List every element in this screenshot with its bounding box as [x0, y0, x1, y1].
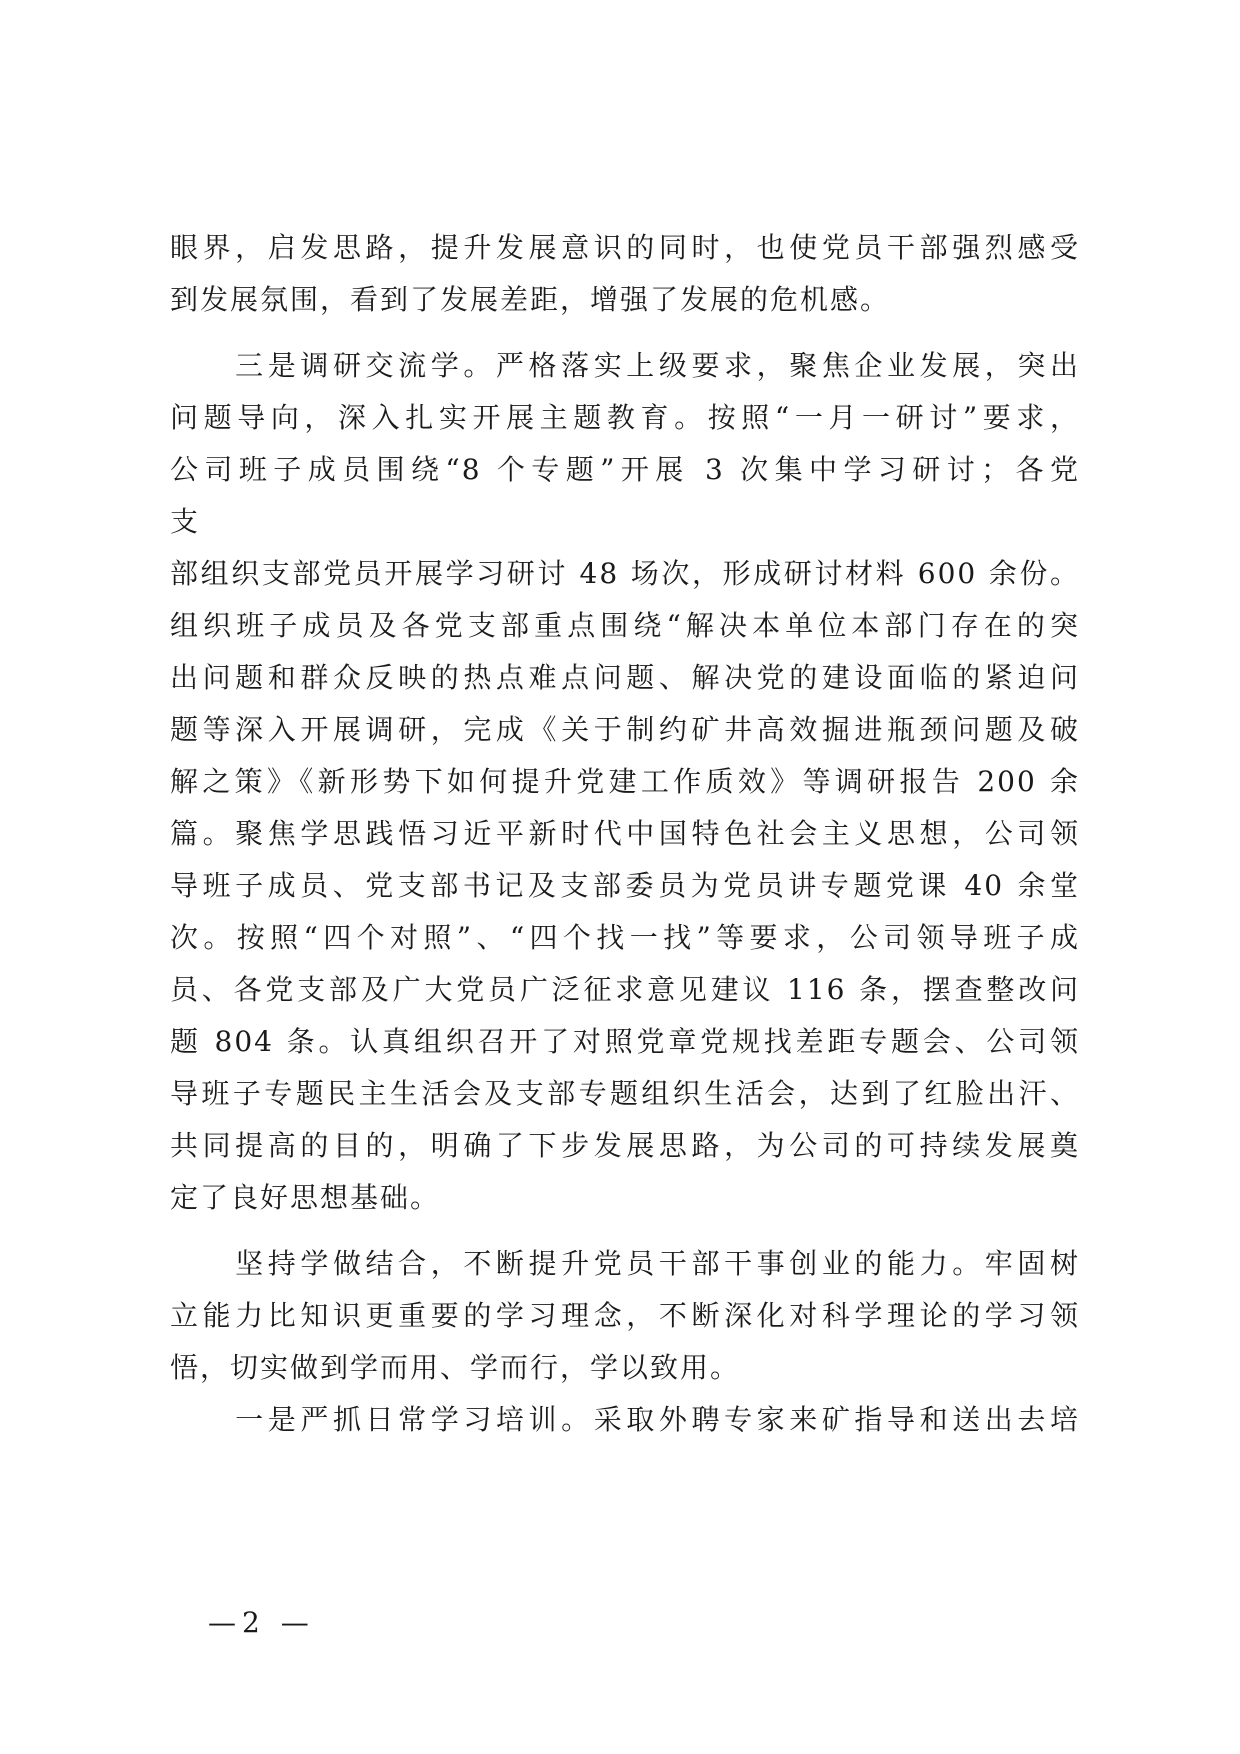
paragraph-3 [170, 1238, 1080, 1394]
text-line: 篇。聚焦学思践悟习近平新时代中国特色社会主义思想，公司领 [170, 817, 1080, 850]
body-text [170, 222, 1080, 1446]
text-line: 悟，切实做到学而用、学而行，学以致用。 [170, 1351, 741, 1384]
text-line: 组织班子成员及各党支部重点围绕“解决本单位本部门存在的突 [170, 609, 1080, 642]
text-line: 坚持学做结合，不断提升党员干部干事创业的能力。牢固树 [170, 1247, 1080, 1280]
text-line: 立能力比知识更重要的学习理念，不断深化对科学理论的学习领 [170, 1299, 1080, 1332]
text-line: 解之策》《新形势下如何提升党建工作质效》等调研报告 200 余 [170, 765, 1080, 798]
paragraph-2 [170, 340, 1080, 1224]
text-line: 导班子成员、党支部书记及支部委员为党员讲专题党课 40 余堂 [170, 869, 1080, 902]
text-line: 员、各党支部及广大党员广泛征求意见建议 116 条，摆查整改问 [170, 973, 1080, 1006]
text-line: 定了良好思想基础。 [170, 1181, 441, 1214]
paragraph-4 [170, 1394, 1080, 1446]
text-line: 公司班子成员围绕“8 个专题”开展 3 次集中学习研讨；各党 [170, 453, 1080, 486]
text-line: 部组织支部党员开展学习研讨 48 场次，形成研讨材料 600 余份。 [170, 557, 1080, 590]
page-number: —2 — [208, 1606, 315, 1639]
text-line: 三是调研交流学。严格落实上级要求，聚焦企业发展，突出 [170, 349, 1080, 382]
text-line: 共同提高的目的，明确了下步发展思路，为公司的可持续发展奠 [170, 1129, 1080, 1162]
paragraph-1 [170, 222, 1080, 326]
text-line: 次。按照“四个对照”、“四个找一找”等要求，公司领导班子成 [170, 921, 1080, 954]
text-line: 到发展氛围，看到了发展差距，增强了发展的危机感。 [170, 283, 891, 316]
text-line: 眼界，启发思路，提升发展意识的同时，也使党员干部强烈感受 [170, 231, 1080, 264]
text-line: 问题导向，深入扎实开展主题教育。按照“一月一研讨”要求， [170, 401, 1080, 434]
text-line: 题等深入开展调研，完成《关于制约矿井高效掘进瓶颈问题及破 [170, 713, 1080, 746]
text-line: 出问题和群众反映的热点难点问题、解决党的建设面临的紧迫问 [170, 661, 1080, 694]
text-line: 导班子专题民主生活会及支部专题组织生活会，达到了红脸出汗、 [170, 1077, 1080, 1110]
text-line: 支 [170, 505, 201, 538]
text-line: 题 804 条。认真组织召开了对照党章党规找差距专题会、公司领 [170, 1025, 1080, 1058]
text-line: 一是严抓日常学习培训。采取外聘专家来矿指导和送出去培 [170, 1403, 1080, 1436]
